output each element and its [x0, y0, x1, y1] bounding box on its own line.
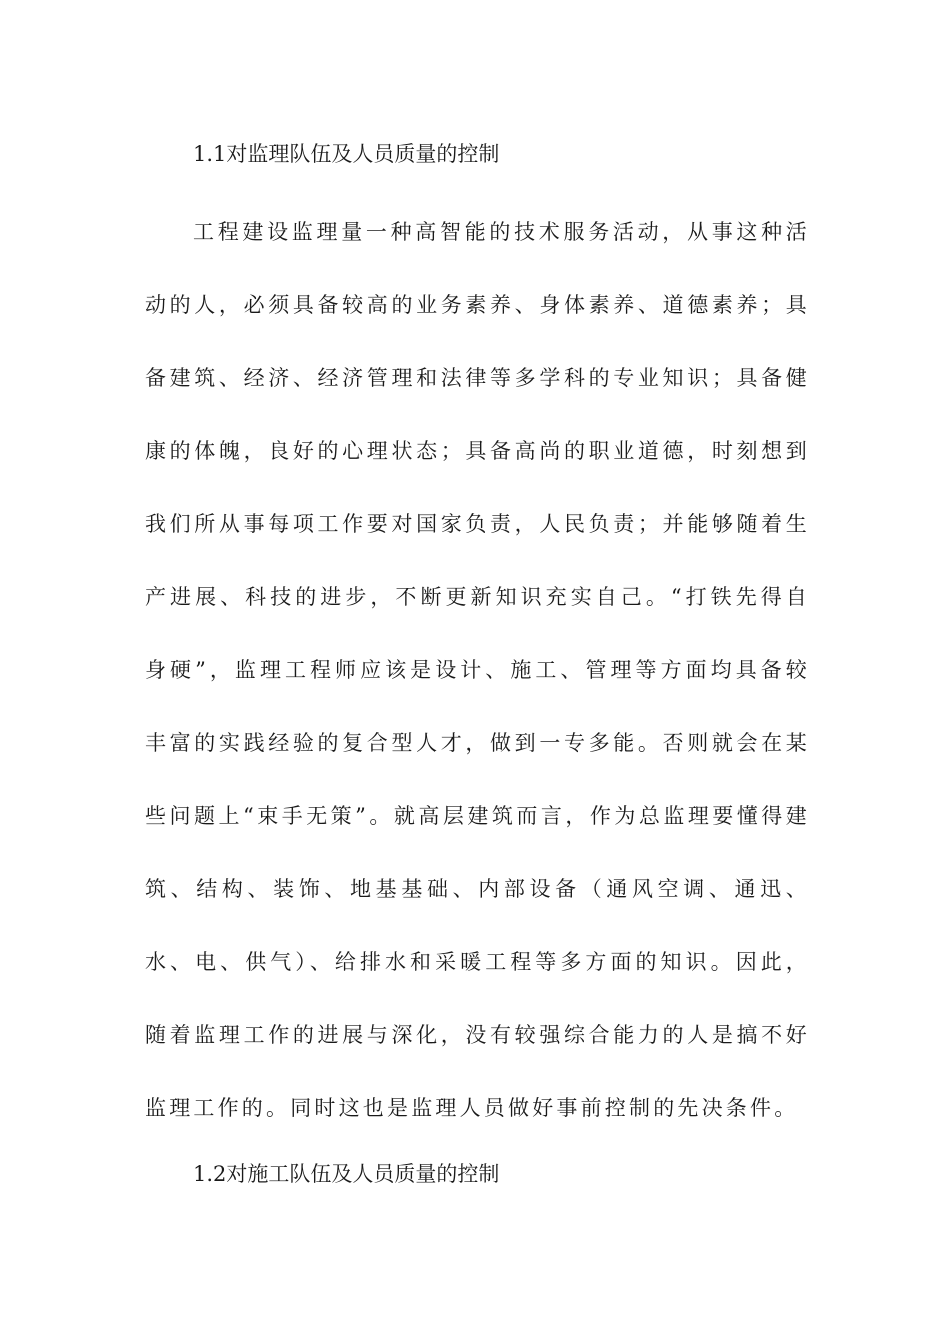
section-1-1-heading: 1.1对监理队伍及人员质量的控制 [193, 142, 500, 166]
section-1-2-heading: 1.2对施工队伍及人员质量的控制 [193, 1162, 500, 1186]
section-1-1-paragraph: 工程建设监理量一种高智能的技术服务活动，从事这种活动的人，必须具备较高的业务素养、身体素养、道德素养；具备建筑、经济、经济管理和法律等多学科的专业知识；具备健康的体魄，良好的心理状态；具备高尚的职业道德，时刻想到我们所从事每项工作要对国家负责，人民负责；并能够随着生产进展、科技的进步，不断更新知识充实自己。“打铁先得自身硬”，监理工程师应该是设计、施工、管理等方面均具备较丰富的实践经验的复合型人才，做到一专多能。否则就会在某些问题上“束手无策”。就高层建筑而言，作为总监理要懂得建筑、结构、装饰、地基基础、内部设备（通风空调、通迅、水、电、供气）、给排水和采暖工程等多方面的知识。因此，随着监理工作的进展与深化，没有较强综合能力的人是搞不好监理工作的。同时这也是监理人员做好事前控制的先决条件。 [145, 220, 810, 1120]
